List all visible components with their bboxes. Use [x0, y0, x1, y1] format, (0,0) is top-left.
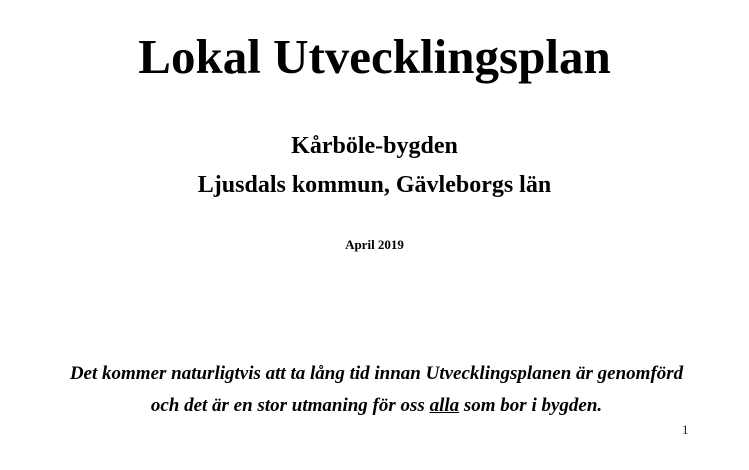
quote-line-2-start: och det är en stor utmaning för oss	[150, 395, 430, 416]
quote-line-1: Det kommer naturligtvis att ta lång tid innan Utvecklingsplanen är genomförd	[69, 363, 684, 384]
page-number: 1	[682, 422, 689, 437]
document-subtitle-area: Kårböle-bygden	[291, 133, 458, 159]
document-date: April 2019	[345, 237, 404, 252]
document-title: Lokal Utvecklingsplan	[138, 29, 611, 84]
quote-line-2-end: som bor i bygden.	[459, 395, 603, 416]
document-subtitle-municipality: Ljusdals kommun, Gävleborgs län	[197, 172, 552, 198]
quote-line-2	[2, 394, 749, 418]
quote-emphasis-underlined: alla	[429, 395, 460, 416]
